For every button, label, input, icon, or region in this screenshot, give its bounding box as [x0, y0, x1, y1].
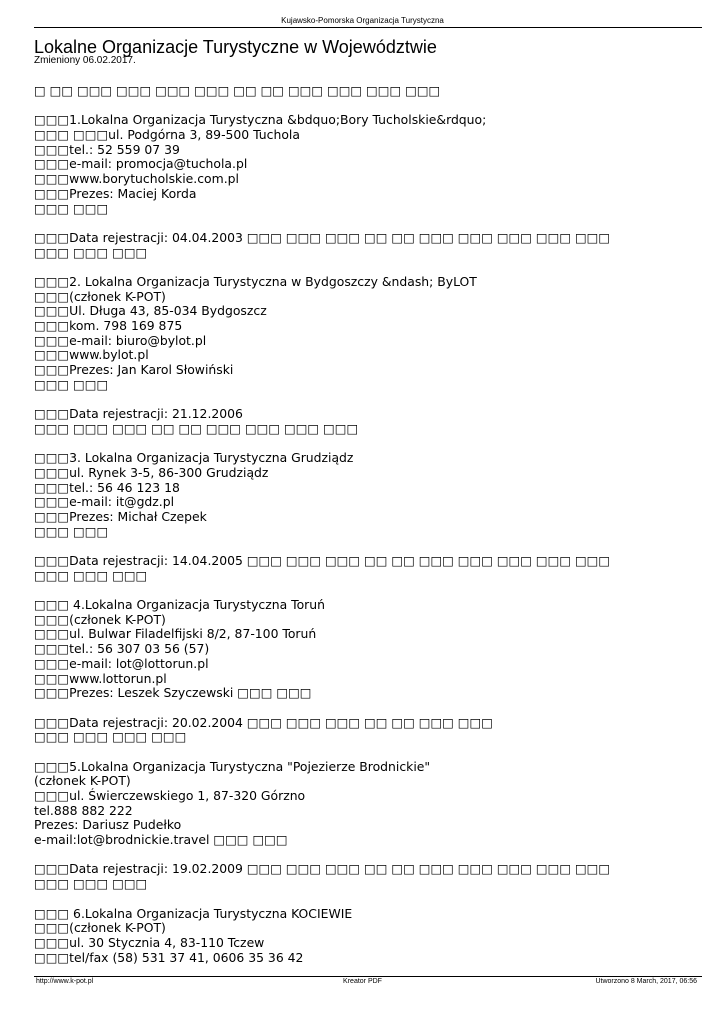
- body-text-line: □□□Prezes: Michał Czepek: [34, 508, 207, 524]
- body-text-line: □□□(członek K-POT): [34, 611, 166, 627]
- blank-line: [34, 539, 704, 554]
- body-text-line: □□□Prezes: Jan Karol Słowiński: [34, 362, 234, 378]
- blank-line: [34, 745, 704, 760]
- blank-line: [34, 260, 704, 275]
- blank-line: [34, 892, 704, 907]
- body-text-line: □□□Data rejestracji: 20.02.2004 □□□ □□□ □□□ □□ □□ □□□ □□□: [34, 714, 493, 730]
- header-divider: [34, 27, 702, 28]
- body-text-line: □□□tel.: 56 46 123 18: [34, 479, 180, 495]
- body-text-line: □□□www.lottorun.pl: [34, 670, 167, 686]
- body-text-line: tel.888 882 222: [34, 802, 133, 818]
- body-text-line: □□□ □□□: [34, 523, 109, 539]
- body-text-line: □□□ul. Świerczewskiego 1, 87-320 Górzno: [34, 788, 306, 803]
- body-text-line: □□□e-mail: biuro@bylot.pl: [34, 332, 207, 348]
- body-text-line: □□□Ul. Długa 43, 85-034 Bydgoszcz: [34, 303, 267, 319]
- footer-generator: Kreator PDF: [343, 978, 382, 985]
- document-title: Lokalne Organizacje Turystyczne w Województwie: [34, 37, 437, 57]
- body-text-line: □□□Data rejestracji: 19.02.2009 □□□ □□□ □□□ □□ □□ □□□ □□□ □□□ □□□ □□□: [34, 861, 611, 877]
- body-text-line: □□□kom. 798 169 875: [34, 318, 183, 333]
- body-text-line: □□□1.Lokalna Organizacja Turystyczna &bdquo;Bory Tucholskie&rdquo;: [34, 112, 487, 128]
- footer-created-date: Utworzono 8 March, 2017, 06:56: [595, 978, 697, 985]
- body-text-line: □□□e-mail: lot@lottorun.pl: [34, 655, 209, 671]
- body-text-line: □□□tel.: 52 559 07 39: [34, 141, 180, 157]
- blank-line: [34, 848, 704, 863]
- body-text-line: □□□ □□□ □□□ □□ □□ □□□ □□□ □□□ □□□: [34, 420, 359, 436]
- body-text-line: e-mail:lot@brodnickie.travel □□□ □□□: [34, 832, 288, 848]
- footer-url: http://www.k-pot.pl: [36, 978, 94, 985]
- body-text-line: □□□www.bylot.pl: [34, 347, 149, 363]
- body-text-line: □□□tel.: 56 307 03 56 (57): [34, 641, 210, 657]
- blank-line: [34, 583, 704, 598]
- body-text-line: □□□ □□□: [34, 200, 109, 216]
- footer-divider: [34, 976, 702, 977]
- document-modified-date: Zmieniony 06.02.2017.: [34, 55, 136, 66]
- body-text-line: □□□ □□□ul. Podgórna 3, 89-500 Tuchola: [34, 127, 300, 143]
- body-text-line: □□□(członek K-POT): [34, 288, 166, 304]
- body-text-line: (członek K-POT): [34, 773, 131, 789]
- body-text-line: □□□ 6.Lokalna Organizacja Turystyczna KOCIEWIE: [34, 905, 353, 921]
- blank-line: [34, 99, 704, 114]
- body-text-line: □□□(członek K-POT): [34, 920, 166, 936]
- body-text-line: □□□ □□□ □□□ □□□: [34, 729, 187, 745]
- body-text-line: □□□ □□□: [34, 376, 109, 392]
- body-text-line: □□□Data rejestracji: 21.12.2006: [34, 406, 243, 422]
- blank-line: [34, 216, 704, 231]
- body-text-line: □□□Prezes: Leszek Szyczewski □□□ □□□: [34, 685, 312, 701]
- body-text-line: □□□3. Lokalna Organizacja Turystyczna Grudziądz: [34, 450, 354, 466]
- body-text-line: □□□ □□□ □□□: [34, 876, 148, 892]
- body-text-line: Prezes: Dariusz Pudełko: [34, 817, 182, 833]
- body-text-line: □□□www.borytucholskie.com.pl: [34, 171, 239, 187]
- page-header-site-name: Kujawsko-Pomorska Organizacja Turystyczna: [281, 16, 444, 25]
- body-text-line: □□□ □□□ □□□: [34, 567, 148, 583]
- blank-line: [34, 437, 704, 452]
- body-text-line: □□□e-mail: promocja@tuchola.pl: [34, 156, 248, 172]
- blank-line: [34, 392, 704, 407]
- body-text-line: □□□e-mail: it@gdz.pl: [34, 494, 175, 510]
- body-text-line: □□□ul. 30 Stycznia 4, 83-110 Tczew: [34, 934, 265, 950]
- body-text-line: □□□5.Lokalna Organizacja Turystyczna "Pojezierze Brodnickie": [34, 758, 431, 774]
- body-text-line: □□□Data rejestracji: 14.04.2005 □□□ □□□ □□□ □□ □□ □□□ □□□ □□□ □□□ □□□: [34, 553, 611, 568]
- body-text-line: □□□Prezes: Maciej Korda: [34, 185, 197, 201]
- body-text-line: □□□Data rejestracji: 04.04.2003 □□□ □□□ □□□ □□ □□ □□□ □□□ □□□ □□□ □□□: [34, 229, 611, 245]
- body-text-line: □□□ul. Bulwar Filadelfijski 8/2, 87-100 Toruń: [34, 626, 317, 642]
- body-text-line: □□□ 4.Lokalna Organizacja Turystyczna Toruń: [34, 597, 325, 613]
- body-text-line: □□□ □□□ □□□: [34, 244, 148, 260]
- blank-line: [34, 701, 704, 716]
- body-text-line: □□□ul. Rynek 3-5, 86-300 Grudziądz: [34, 464, 269, 480]
- document-body: [34, 84, 704, 965]
- body-text-line: □ □□ □□□ □□□ □□□ □□□ □□ □□ □□□ □□□ □□□ □□□: [34, 83, 441, 98]
- body-text-line: □□□tel/fax (58) 531 37 41, 0606 35 36 42: [34, 949, 304, 965]
- body-text-line: □□□2. Lokalna Organizacja Turystyczna w Bydgoszczy &ndash; ByLOT: [34, 273, 477, 289]
